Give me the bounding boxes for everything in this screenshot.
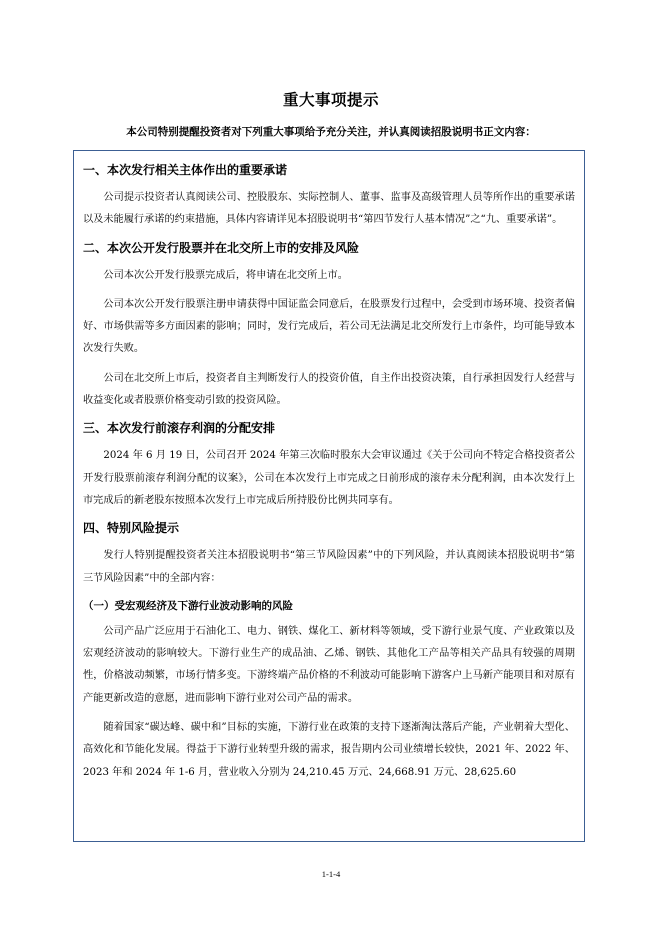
section-1: [83, 161, 575, 232]
subsection-heading: （一）受宏观经济及下游行业波动影响的风险: [83, 599, 293, 612]
paragraph: 公司本次公开发行股票完成后，将申请在北交所上市。: [103, 269, 348, 281]
section-heading: 三、本次发行前滚存利润的分配安排: [83, 421, 276, 436]
section-heading: 四、特别风险提示: [83, 521, 180, 536]
section-2: [83, 239, 575, 413]
page-title: 重大事项提示: [282, 91, 379, 109]
paragraph: 2024 年 6 月 19 日，公司召开 2024 年第三次临时股东大会审议通过《关于公司向不特定合格投资者公开发行股票前滚存利润分配的议案》，公司在本次发行上市完成之日前形成的滚存未分配利润，由本次发行上市完成后的新老股东按照本次发行上市完成后所持股份比例共同享有。: [83, 450, 575, 506]
page-number: 1-1-4: [321, 869, 341, 879]
section-3: [83, 419, 575, 512]
paragraph: 公司本次公开发行股票注册申请获得中国证监会同意后，在股票发行过程中，会受到市场环境、投资者偏好、市场供需等多方面因素的影响；同时，发行完成后，若公司无法满足北交所发行上市条件，均可能导致本次发行失败。: [83, 298, 575, 355]
paragraph: 随着国家“碳达峰、碳中和”目标的实施，下游行业在政策的支持下逐渐淘汰落后产能，产业朝着大型化、高效化和节能化发展。得益于下游行业转型升级的需求，报告期内公司业绩增长较快，2021 年、2022 年、2023 年和 2024 年 1-6 月，营业收入分别为 24,210.45 万元、24,668.91 万元、28,625.60: [83, 722, 575, 778]
paragraph: 公司在北交所上市后，投资者自主判断发行人的投资价值，自主作出投资决策，自行承担因发行人经营与收益变化或者股票价格变动引致的投资风险。: [83, 372, 575, 407]
section-heading: 二、本次公开发行股票并在北交所上市的安排及风险: [83, 240, 360, 255]
intro-statement: 本公司特别提醒投资者对下列重大事项给予充分关注，并认真阅读招股说明书正文内容：: [126, 126, 536, 138]
paragraph: 公司产品广泛应用于石油化工、电力、钢铁、煤化工、新材料等领域，受下游行业景气度、产业政策以及宏观经济波动的影响较大。下游行业生产的成品油、乙烯、钢铁、其他化工产品等相关产品具有较强的周期性，价格波动频繁，市场行情多变。下游终端产品价格的不利波动可能影响下游客户上马新产能项目和对原有产能更新改造的意愿，进而影响下游行业对公司产品的需求。: [83, 625, 575, 704]
section-heading: 一、本次发行相关主体作出的重要承诺: [83, 163, 288, 177]
paragraph: 发行人特别提醒投资者关注本招股说明书“第三节风险因素”中的下列风险，并认真阅读本招股说明书“第三节风险因素”中的全部内容：: [83, 550, 575, 584]
content-box: [73, 150, 585, 842]
section-4: [83, 519, 575, 784]
paragraph: 公司提示投资者认真阅读公司、控股股东、实际控制人、董事、监事及高级管理人员等所作出的重要承诺以及未能履行承诺的约束措施，具体内容请详见本招股说明书“第四节发行人基本情况”之“九、重要承诺”。: [83, 192, 575, 226]
